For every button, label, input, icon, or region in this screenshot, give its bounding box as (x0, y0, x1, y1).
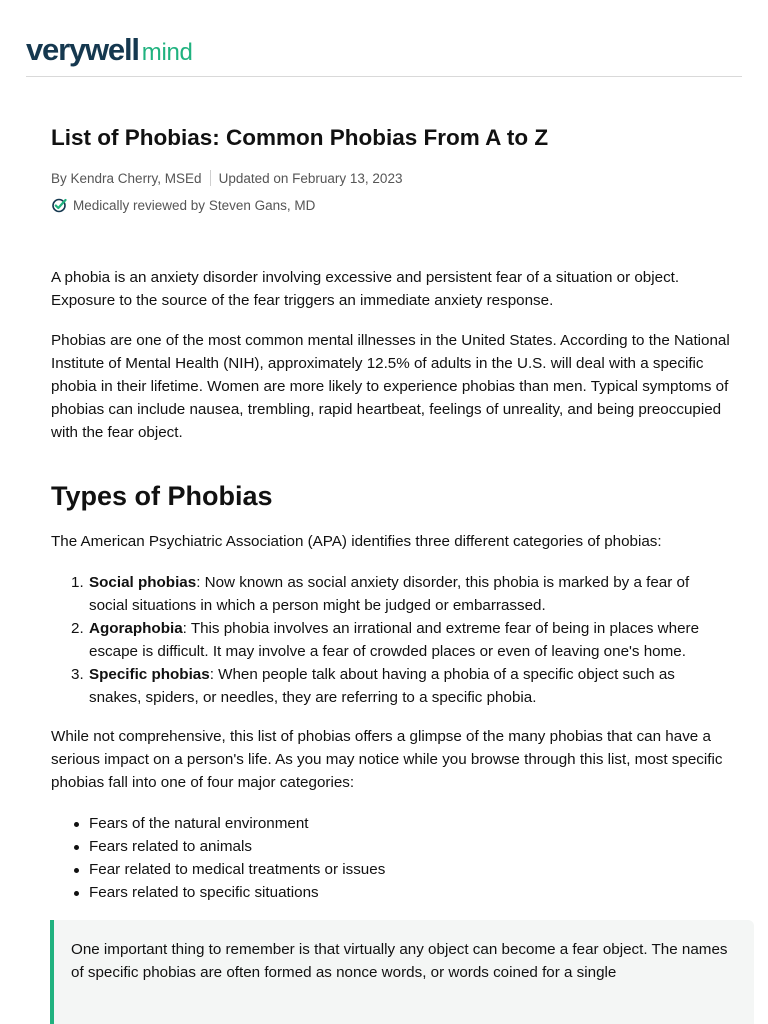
medical-review (51, 197, 315, 213)
list-item (51, 663, 731, 709)
callout-box (50, 920, 754, 1024)
byline-divider (210, 170, 211, 186)
list-number: 2. (71, 620, 84, 637)
byline-prefix: By (51, 170, 71, 186)
list-item-text: Fears related to specific situations (89, 884, 319, 901)
bullet (74, 822, 79, 827)
section-intro: The American Psychiatric Association (APA) identifies three different categories of phobias: (51, 533, 662, 550)
phobia-categories-list (51, 571, 731, 709)
category-description: : Now known as social anxiety disorder, this phobia is marked by a fear of social situations in which a person might be judged or embarrassed. (89, 574, 690, 614)
callout-text: One important thing to remember is that virtually any object can become a fear object. The names of specific phobias are often formed as nonce words, or words coined for a single (71, 941, 728, 981)
list-intro-paragraph: While not comprehensive, this list of phobias offers a glimpse of the many phobias that can have a serious impact on a person's life. As you may notice while you browse through this list, most specific phobias fall into one of four major categories: (51, 728, 723, 791)
category-term: Social phobias (89, 574, 197, 591)
list-item (51, 617, 731, 663)
bullet (74, 868, 79, 873)
review-prefix: Medically reviewed by (73, 197, 209, 213)
category-term: Agoraphobia (89, 620, 183, 637)
list-item (51, 571, 731, 617)
bullet (74, 845, 79, 850)
intro-paragraph-1: A phobia is an anxiety disorder involving excessive and persistent fear of a situation or object. Exposure to the source of the fear triggers an immediate anxiety response. (51, 269, 680, 309)
section-heading: Types of Phobias (51, 481, 273, 511)
article-title: List of Phobias: Common Phobias From A to Z (51, 125, 549, 150)
category-description: : This phobia involves an irrational and extreme fear of being in places where escape is difficult. It may involve a fear of crowded places or even of leaving one's home. (89, 620, 700, 660)
list-number: 1. (71, 574, 84, 591)
logo-subbrand: mind (141, 39, 193, 66)
list-item-text: Fears related to animals (89, 838, 252, 855)
category-term: Specific phobias (89, 666, 210, 683)
list-item-text: Fear related to medical treatments or issues (89, 861, 386, 878)
byline (51, 170, 402, 186)
category-description: : When people talk about having a phobia of a specific object such as snakes, spiders, or needles, they are referring to a specific phobia. (89, 666, 675, 706)
site-logo[interactable] (26, 32, 193, 68)
site-header (26, 28, 742, 77)
major-categories-list (51, 812, 731, 904)
reviewer-link[interactable]: Steven Gans, MD (208, 197, 316, 213)
updated-date: Updated on February 13, 2023 (218, 170, 403, 186)
list-number: 3. (71, 666, 84, 683)
list-item (51, 858, 731, 881)
author-link[interactable]: Kendra Cherry, MSEd (70, 170, 202, 186)
logo-wordmark: verywell (26, 32, 139, 67)
bullet (74, 891, 79, 896)
intro-paragraph-2: Phobias are one of the most common mental illnesses in the United States. According to the National Institute of Mental Health (NIH), approximately 12.5% of adults in the U.S. will deal with a specific phobia in their lifetime. Women are more likely to experience phobias than men. Typical symptoms of phobias can include nausea, trembling, rapid heartbeat, feelings of unreality, and being preoccupied with the fear object. (51, 332, 730, 441)
list-item-text: Fears of the natural environment (89, 815, 309, 832)
list-item (51, 812, 731, 835)
list-item (51, 881, 731, 904)
checkmark-badge-icon (51, 197, 67, 213)
list-item (51, 835, 731, 858)
